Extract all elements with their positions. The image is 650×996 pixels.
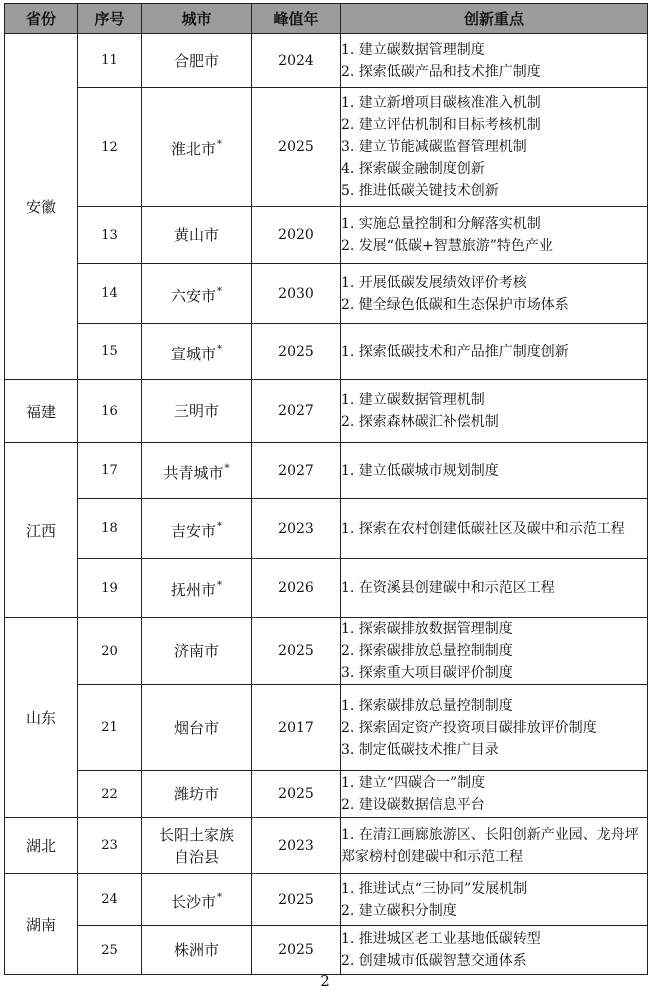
innovation-focus-cell xyxy=(341,685,648,771)
city-name: 长阳土家族自治县 xyxy=(158,825,234,866)
focus-item: 1. 建立碳数据管理制度 xyxy=(341,41,485,58)
focus-item: 2. 探索低碳产品和技术推广制度 xyxy=(341,63,541,80)
province-cell: 福建 xyxy=(5,380,78,443)
row-number: 17 xyxy=(78,443,142,499)
table-row xyxy=(5,618,648,685)
peak-year: 2026 xyxy=(252,559,341,618)
focus-item: 3. 制定低碳技术推广目录 xyxy=(341,741,499,758)
peak-year: 2025 xyxy=(252,874,341,926)
innovation-focus-cell xyxy=(341,818,648,874)
innovation-focus-cell xyxy=(341,207,648,264)
innovation-focus-cell xyxy=(341,559,648,618)
table-row xyxy=(5,207,648,264)
city-cell xyxy=(142,618,252,685)
pilot-cities-table xyxy=(4,3,648,975)
focus-item: 1. 推进试点“三协同”发展机制 xyxy=(341,880,528,897)
city-cell xyxy=(142,264,252,324)
city-name: 烟台市 xyxy=(173,718,219,737)
focus-item: 1. 探索低碳技术和产品推广制度创新 xyxy=(341,343,569,360)
row-number: 23 xyxy=(78,818,142,874)
star-mark: * xyxy=(217,891,222,903)
city-cell xyxy=(142,771,252,818)
header-innovation-focus: 创新重点 xyxy=(341,4,648,34)
peak-year: 2023 xyxy=(252,818,341,874)
focus-item: 2. 创建城市低碳智慧交通体系 xyxy=(341,953,527,969)
table-row xyxy=(5,926,648,975)
peak-year: 2027 xyxy=(252,443,341,499)
table-row xyxy=(5,324,648,380)
province-cell: 江西 xyxy=(5,443,78,618)
table-row xyxy=(5,499,648,559)
star-mark: * xyxy=(217,343,222,355)
star-mark: * xyxy=(224,462,230,474)
focus-item: 1. 建立低碳城市规划制度 xyxy=(341,462,499,479)
city-name: 株洲市 xyxy=(173,941,219,959)
focus-item: 1. 在清江画廊旅游区、长阳创新产业园、龙舟坪郑家榜村创建碳中和示范工程 xyxy=(341,826,639,865)
row-number: 13 xyxy=(78,207,142,264)
city-cell xyxy=(142,443,252,499)
row-number: 20 xyxy=(78,618,142,685)
city-name: 三明市 xyxy=(173,402,219,420)
table-row xyxy=(5,771,648,818)
city-cell xyxy=(142,34,252,88)
city-name: 黄山市 xyxy=(173,226,219,244)
table-row xyxy=(5,818,648,874)
table-row xyxy=(5,559,648,618)
focus-item: 1. 实施总量控制和分解落实机制 xyxy=(341,216,541,232)
focus-item: 1. 建立新增项目碳核准准入机制 xyxy=(341,95,541,111)
focus-item: 1. 建立碳数据管理机制 xyxy=(341,392,485,408)
header-row xyxy=(5,4,648,34)
table-row xyxy=(5,380,648,443)
peak-year: 2025 xyxy=(252,771,341,818)
city-name: 六安市 xyxy=(170,286,216,305)
city-cell xyxy=(142,207,252,264)
peak-year: 2024 xyxy=(252,34,341,88)
innovation-focus-cell xyxy=(341,874,648,926)
row-number: 25 xyxy=(78,926,142,975)
row-number: 15 xyxy=(78,324,142,380)
province-cell: 安徽 xyxy=(5,34,78,380)
table-row xyxy=(5,874,648,926)
innovation-focus-cell xyxy=(341,443,648,499)
city-cell xyxy=(142,685,252,771)
peak-year: 2025 xyxy=(252,926,341,975)
province-cell: 湖北 xyxy=(5,818,78,874)
city-cell xyxy=(142,324,252,380)
city-cell xyxy=(142,499,252,559)
city-name: 抚州市 xyxy=(170,581,216,599)
focus-item: 2. 探索森林碳汇补偿机制 xyxy=(341,414,499,430)
row-number: 19 xyxy=(78,559,142,618)
focus-item: 2. 探索碳排放总量控制制度 xyxy=(341,643,513,659)
focus-item: 1. 探索在农村创建低碳社区及碳中和示范工程 xyxy=(341,520,625,537)
peak-year: 2030 xyxy=(252,264,341,324)
focus-item: 1. 在资溪县创建碳中和示范区工程 xyxy=(341,580,555,596)
city-cell xyxy=(142,88,252,207)
focus-item: 1. 推进城区老工业基地低碳转型 xyxy=(341,931,541,947)
peak-year: 2025 xyxy=(252,88,341,207)
row-number: 14 xyxy=(78,264,142,324)
row-number: 21 xyxy=(78,685,142,771)
city-name: 淮北市 xyxy=(170,140,216,158)
innovation-focus-cell xyxy=(341,88,648,207)
city-cell xyxy=(142,926,252,975)
peak-year: 2025 xyxy=(252,618,341,685)
focus-item: 2. 建设碳数据信息平台 xyxy=(341,797,485,813)
row-number: 24 xyxy=(78,874,142,926)
table-row xyxy=(5,443,648,499)
city-cell xyxy=(142,874,252,926)
city-name: 潍坊市 xyxy=(173,785,219,803)
table-row xyxy=(5,34,648,88)
row-number: 16 xyxy=(78,380,142,443)
header-peak-year: 峰值年 xyxy=(252,4,341,34)
city-name: 长沙市 xyxy=(170,892,216,911)
row-number: 11 xyxy=(78,34,142,88)
focus-item: 2. 建立碳积分制度 xyxy=(341,902,457,919)
focus-item: 5. 推进低碳关键技术创新 xyxy=(341,183,499,199)
header-province: 省份 xyxy=(5,4,78,34)
star-mark: * xyxy=(217,139,222,150)
innovation-focus-cell xyxy=(341,499,648,559)
focus-item: 1. 探索碳排放总量控制制度 xyxy=(341,697,513,714)
table-row xyxy=(5,264,648,324)
star-mark: * xyxy=(217,285,222,297)
city-name: 济南市 xyxy=(173,642,219,660)
row-number: 12 xyxy=(78,88,142,207)
focus-item: 2. 建立评估机制和目标考核机制 xyxy=(341,117,541,133)
peak-year: 2023 xyxy=(252,499,341,559)
row-number: 18 xyxy=(78,499,142,559)
city-cell xyxy=(142,559,252,618)
focus-item: 1. 建立“四碳合一”制度 xyxy=(341,775,486,791)
city-name: 宣城市 xyxy=(170,344,216,363)
peak-year: 2017 xyxy=(252,685,341,771)
focus-item: 4. 探索碳金融制度创新 xyxy=(341,161,485,177)
province-cell: 山东 xyxy=(5,618,78,818)
peak-year: 2027 xyxy=(252,380,341,443)
peak-year: 2020 xyxy=(252,207,341,264)
innovation-focus-cell xyxy=(341,771,648,818)
focus-item: 2. 发展“低碳+智慧旅游”特色产业 xyxy=(341,238,553,254)
innovation-focus-cell xyxy=(341,264,648,324)
focus-item: 1. 探索碳排放数据管理制度 xyxy=(341,621,513,637)
star-mark: * xyxy=(217,580,222,591)
province-cell: 湖南 xyxy=(5,874,78,975)
focus-item: 3. 建立节能减碳监督管理机制 xyxy=(341,139,527,155)
row-number: 22 xyxy=(78,771,142,818)
table-row xyxy=(5,685,648,771)
focus-item: 1. 开展低碳发展绩效评价考核 xyxy=(341,274,527,291)
header-city: 城市 xyxy=(142,4,252,34)
city-name: 合肥市 xyxy=(173,51,219,70)
star-mark: * xyxy=(217,520,222,532)
city-name: 吉安市 xyxy=(170,521,216,540)
city-cell xyxy=(142,818,252,874)
focus-item: 2. 健全绿色低碳和生态保护市场体系 xyxy=(341,296,569,313)
table-row xyxy=(5,88,648,207)
city-name: 共青城市 xyxy=(163,463,224,482)
focus-item: 2. 探索固定资产投资项目碳排放评价制度 xyxy=(341,719,597,736)
innovation-focus-cell xyxy=(341,34,648,88)
page-number: 2 xyxy=(320,972,330,990)
innovation-focus-cell xyxy=(341,324,648,380)
innovation-focus-cell xyxy=(341,380,648,443)
peak-year: 2025 xyxy=(252,324,341,380)
innovation-focus-cell xyxy=(341,926,648,975)
city-cell xyxy=(142,380,252,443)
innovation-focus-cell xyxy=(341,618,648,685)
focus-item: 3. 探索重大项目碳评价制度 xyxy=(341,665,513,681)
header-number: 序号 xyxy=(78,4,142,34)
